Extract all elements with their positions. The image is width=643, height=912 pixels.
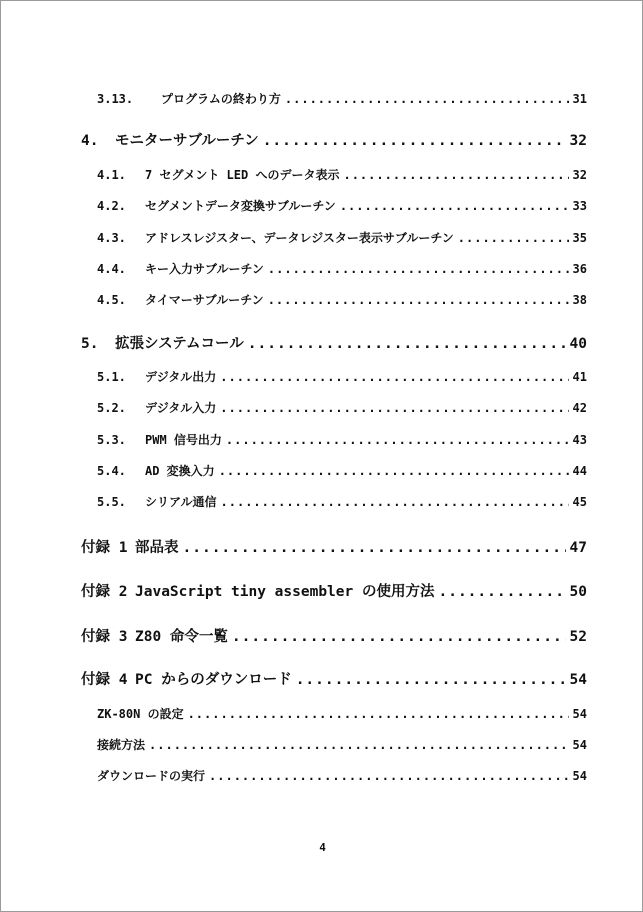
toc-entry-3-13 [97, 90, 587, 107]
toc-entry-number: 付録 4 [81, 672, 128, 688]
toc-entry-title: タイマーサブルーチン [145, 293, 264, 307]
toc-entry-5-5 [97, 493, 587, 510]
toc-entry-number: 5.5. [97, 495, 126, 509]
toc-entry-title: ZK-80N の設定 [97, 707, 184, 721]
toc-entry-4-3 [97, 229, 587, 246]
toc-entry-number: 付録 2 [81, 584, 128, 600]
toc-entry-page: 54 [572, 769, 587, 783]
toc-entry-title: PC からのダウンロード [135, 672, 292, 688]
toc-entry-number: 5.1. [97, 370, 126, 384]
page-number: 4 [319, 841, 326, 854]
toc-entry-page: 52 [569, 629, 587, 645]
toc-entry-page: 54 [572, 738, 587, 752]
toc-entry-appendix-2 [81, 580, 587, 601]
toc-entry-number: 4.1. [97, 168, 126, 182]
toc-entry-title: アドレスレジスター、データレジスター表示サブルーチン [145, 231, 454, 245]
toc-entry-page: 42 [572, 401, 587, 415]
toc-entry-appendix-3 [81, 625, 587, 646]
toc-entry-page: 32 [572, 168, 587, 182]
toc-entry-title: モニターサブルーチン [115, 133, 259, 149]
toc-entry-5-3 [97, 431, 587, 448]
toc-leader-dots [226, 433, 569, 447]
toc-entry-zk80n-settings [97, 705, 587, 722]
toc-entry-title: ダウンロードの実行 [97, 769, 206, 783]
toc-entry-number: 4.5. [97, 293, 126, 307]
toc-entry-page: 47 [569, 540, 587, 556]
toc-entry-page: 33 [572, 199, 587, 213]
toc-entry-title: 部品表 [135, 540, 179, 556]
toc-leader-dots [220, 370, 568, 384]
toc-entry-page: 41 [572, 370, 587, 384]
toc-entry-page: 35 [572, 231, 587, 245]
toc-leader-dots [263, 133, 566, 149]
toc-entry-page: 54 [569, 672, 587, 688]
toc-leader-dots [438, 584, 565, 600]
toc-entry-page: 45 [572, 495, 587, 509]
toc-entry-4-5 [97, 291, 587, 308]
toc-entry-number: 5.4. [97, 464, 126, 478]
toc-entry-page: 31 [572, 92, 587, 106]
toc-entry-number: 5.3. [97, 433, 126, 447]
toc-entry-title: AD 変換入力 [145, 464, 215, 478]
toc-entry-page: 50 [569, 584, 587, 600]
toc-entry-connection [97, 736, 587, 753]
toc-leader-dots [149, 738, 569, 752]
toc-entry-title: 7 セグメント LED へのデータ表示 [145, 168, 340, 182]
toc-entry-page: 32 [569, 133, 587, 149]
toc-entry-page: 40 [569, 336, 587, 352]
toc-entry-number: 4. [81, 133, 99, 149]
toc-entry-number: 5. [81, 336, 99, 352]
toc-entry-title: JavaScript tiny assembler の使用方法 [135, 584, 435, 600]
toc-entry-title: 拡張システムコール [115, 336, 244, 352]
toc-leader-dots [458, 231, 569, 245]
toc-entry-appendix-4 [81, 668, 587, 689]
toc-leader-dots [248, 336, 566, 352]
toc-entry-title: デジタル入力 [145, 401, 217, 415]
toc-entry-number: 3.13. [97, 92, 134, 106]
toc-leader-dots [268, 262, 569, 276]
toc-entry-number: 4.2. [97, 199, 126, 213]
toc-leader-dots [340, 199, 569, 213]
toc-entry-5-4 [97, 462, 587, 479]
toc-entry-4-4 [97, 260, 587, 277]
toc-leader-dots [220, 401, 568, 415]
toc-entry-number: 4.3. [97, 231, 126, 245]
toc-entry-title: シリアル通信 [145, 495, 217, 509]
toc-entry-appendix-1 [81, 536, 587, 557]
toc-entry-title: プログラムの終わり方 [161, 92, 281, 106]
toc-entry-title: Z80 命令一覧 [135, 629, 228, 645]
toc-entry-5-1 [97, 368, 587, 385]
toc-entry-title: 接続方法 [97, 738, 146, 752]
toc-entry-number: 付録 1 [81, 540, 128, 556]
toc-entry-page: 38 [572, 293, 587, 307]
toc-entry-number: 4.4. [97, 262, 126, 276]
toc-entry-title: キー入力サブルーチン [145, 262, 264, 276]
toc-leader-dots [268, 293, 569, 307]
toc-leader-dots [219, 464, 569, 478]
toc-leader-dots [285, 92, 569, 106]
toc-leader-dots [343, 168, 568, 182]
toc-leader-dots [188, 707, 569, 721]
toc-entry-4-1 [97, 166, 587, 183]
toc-entry-title: PWM 信号出力 [145, 433, 222, 447]
toc-leader-dots [232, 629, 566, 645]
toc-entry-number: 5.2. [97, 401, 126, 415]
toc-entry-number: 付録 3 [81, 629, 128, 645]
toc-leader-dots [183, 540, 566, 556]
toc-entry-download-run [97, 767, 587, 784]
toc-leader-dots [221, 495, 569, 509]
toc-entry-4 [81, 129, 587, 150]
toc-entry-title: デジタル出力 [145, 370, 217, 384]
toc-entry-page: 54 [572, 707, 587, 721]
toc-entry-page: 44 [572, 464, 587, 478]
toc-entry-4-2 [97, 197, 587, 214]
toc-leader-dots [209, 769, 569, 783]
toc-entry-page: 43 [572, 433, 587, 447]
toc-entry-page: 36 [572, 262, 587, 276]
toc-entry-5-2 [97, 399, 587, 416]
toc-entry-5 [81, 332, 587, 353]
toc-entry-title: セグメントデータ変換サブルーチン [145, 199, 336, 213]
toc-leader-dots [296, 672, 566, 688]
